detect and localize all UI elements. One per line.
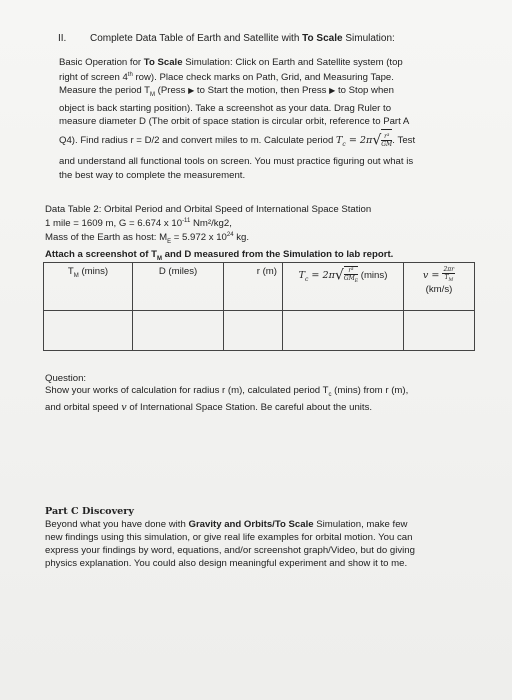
header-r: r (m): [224, 263, 283, 311]
subscript: M: [73, 272, 79, 279]
formula-symbol: T: [336, 134, 343, 146]
subscript: E: [354, 279, 359, 285]
formula-denominator: [442, 274, 455, 284]
play-icon: ▶: [188, 86, 195, 96]
cell-r[interactable]: [224, 310, 283, 350]
header-v: [404, 263, 475, 311]
text: Mass of the Earth as host: M: [45, 231, 168, 243]
formula-eq: = 2π: [345, 134, 373, 146]
text: Beyond what you have done with: [45, 519, 189, 531]
cell-d[interactable]: [133, 310, 224, 350]
text: of International Space Station. Be careful about the units.: [126, 401, 373, 413]
heading-text-bold: To Scale: [302, 33, 343, 44]
text: Measure the period T: [59, 85, 151, 97]
text: 1 mile = 1609 m, G = 6.674 x 10: [45, 217, 183, 229]
section-heading: [58, 33, 395, 44]
formula-symbol: v: [422, 269, 429, 281]
text: (mins) from r (m),: [331, 384, 409, 396]
play-icon: ▶: [329, 86, 336, 96]
subscript: M: [150, 92, 156, 99]
superscript: 24: [226, 231, 234, 238]
text: GM: [343, 275, 355, 282]
instructions-line-7: and understand all functional tools on screen. You must practice figuring out what is: [59, 156, 414, 168]
section-number: II.: [58, 33, 67, 44]
table-caption: Data Table 2: Orbital Period and Orbital Speed of International Space Station: [45, 204, 372, 215]
header-tc: [283, 263, 404, 311]
text-italic: v: [121, 401, 127, 413]
part-c-line-3: express your findings by word, equations, and/or screenshot graph/Video, but do giving: [45, 545, 415, 557]
header-d: D (miles): [133, 263, 224, 311]
formula-numerator: r³: [344, 267, 358, 275]
instructions-line-6: [59, 129, 479, 156]
constants-line: [45, 216, 485, 230]
text: Nm²/kg2,: [190, 217, 232, 229]
text: . Test: [392, 134, 416, 146]
instructions-line-5: measure diameter D (The orbit of space station is circular orbit, reference to Part A: [59, 116, 410, 128]
text: Attach a screenshot of T: [45, 248, 157, 260]
formula-denominator: [344, 275, 358, 285]
superscript: -11: [182, 217, 191, 224]
unit-label: (km/s): [425, 284, 453, 296]
text: and D measured from the Simulation to lab report.: [161, 248, 394, 260]
text: row). Place check marks on Path, Grid, and Measuring Tape.: [132, 72, 394, 84]
text: right of screen 4: [59, 72, 128, 84]
text: = 5.972 x 10: [171, 231, 227, 243]
text-bold: To Scale: [143, 57, 183, 68]
part-c-line-2: new findings using this simulation, or give real life examples for orbital motion. You can: [45, 532, 413, 544]
instructions-line-4: object is back starting position). Take a screenshot as your data. Drag Ruler to: [59, 103, 392, 115]
cell-tc[interactable]: [283, 310, 404, 350]
formula-numerator: r³: [381, 133, 392, 141]
text: (Press: [155, 85, 189, 97]
subscript: E: [167, 238, 172, 245]
formula-symbol: T: [298, 270, 305, 282]
part-c-line-1: [45, 518, 485, 531]
sqrt-symbol: √ $\frac{\text{r³}}{GM}$: [372, 129, 392, 152]
period-formula: [298, 267, 359, 285]
superscript: th: [127, 72, 133, 79]
cell-v[interactable]: [404, 310, 475, 350]
text: Basic Operation for: [59, 57, 144, 68]
subscript: c: [328, 391, 332, 398]
unit-label: (mins): [358, 270, 388, 282]
text: Simulation, make few: [313, 519, 408, 531]
formula-eq: =: [428, 269, 443, 281]
table-row: [44, 310, 475, 350]
instructions-line-1: [59, 56, 479, 69]
question-line-2: [45, 402, 485, 414]
question-block: [45, 373, 485, 413]
question-line-1: [45, 385, 485, 402]
question-label: Question:: [45, 373, 87, 384]
instructions-line-3: [59, 84, 479, 102]
formula-sub: c: [305, 276, 309, 283]
heading-text-post: Simulation:: [342, 33, 395, 44]
text: T: [67, 266, 74, 277]
data-table-description: [45, 204, 485, 265]
formula-sub: c: [342, 140, 346, 148]
data-table: [43, 262, 475, 351]
text: Simulation: Click on Earth and Satellite system (top: [182, 57, 403, 68]
table-header-row: [44, 263, 475, 311]
text: Q4). Find radius r = D/2 and convert miles to m. Calculate period: [59, 134, 337, 146]
heading-text-pre: Complete Data Table of Earth and Satellite with: [90, 33, 303, 44]
text: kg.: [233, 231, 250, 243]
text: T: [444, 274, 449, 281]
period-formula: [336, 132, 393, 149]
instructions-paragraph: [59, 56, 479, 182]
part-c-block: [45, 505, 485, 570]
earth-mass-line: [45, 230, 485, 249]
cell-tm[interactable]: [44, 310, 133, 350]
text: (mins): [78, 266, 109, 277]
formula-eq: = 2π: [308, 270, 335, 282]
text: to Stop when: [335, 85, 394, 97]
formula-denominator: GM: [381, 140, 393, 148]
formula-numerator: 2πr: [443, 266, 455, 273]
text: and orbital speed: [45, 401, 122, 413]
part-c-line-4: physics explanation. You could also design meaningful experiment and show it to me.: [45, 558, 408, 570]
subscript: M: [156, 255, 162, 262]
speed-fraction: [442, 266, 455, 284]
header-tm: [44, 263, 133, 311]
text: to Start the motion, then Press: [194, 85, 330, 97]
instructions-line-8: the best way to complete the measurement.: [59, 169, 246, 181]
part-c-title: Part C Discovery: [45, 506, 134, 517]
text: Show your works of calculation for radius r (m), calculated period T: [45, 384, 329, 396]
text-bold: Gravity and Orbits/To Scale: [188, 519, 314, 531]
sqrt-symbol: √ $\frac{\text{r³}}{GM_E}$: [334, 267, 359, 285]
instructions-line-2: [59, 69, 479, 84]
subscript: M: [448, 278, 454, 284]
